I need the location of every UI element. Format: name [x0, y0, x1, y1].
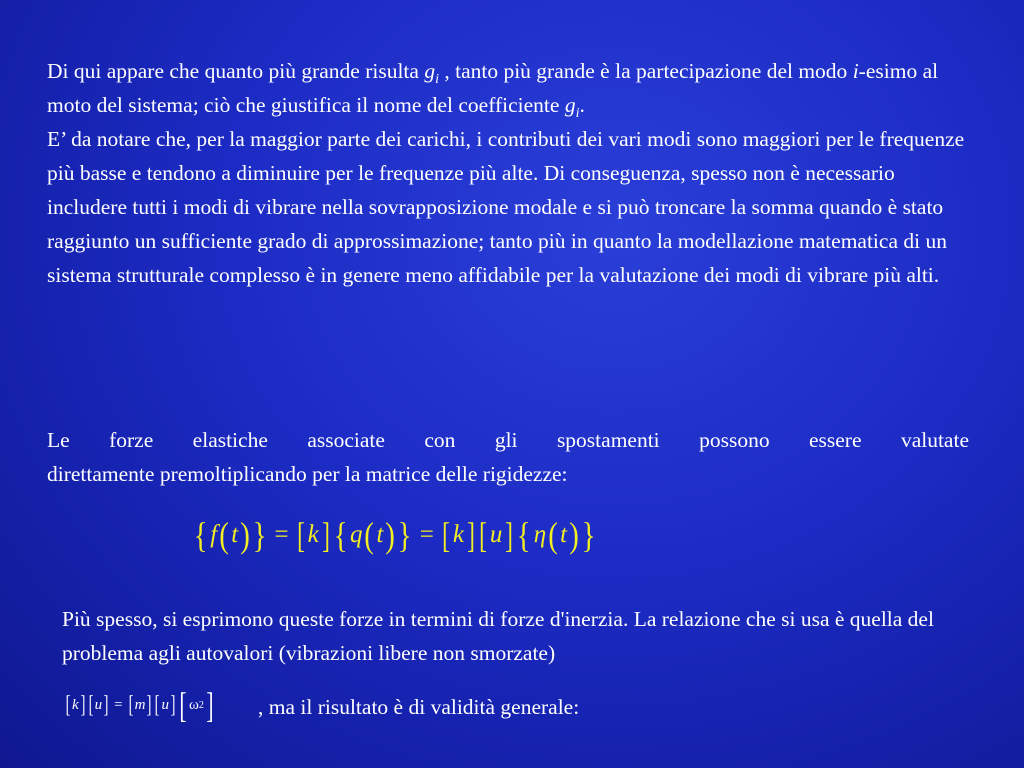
- paragraph-coefficient-meaning: Di qui appare che quanto più grande risulta $g_i$ , tanto più grande è la partecipazione del modo i-esimo al moto del sistema; ciò che giustifica il nome del coefficiente $g_i$. E’ da notare che, per la maggior parte dei carichi, i contributi dei vari modi sono maggiori per le frequenze più basse e tendono a diminuire per le frequenze più alte. Di conseguenza, spesso non è necessario includere tutti i modi di vibrare nella sovrapposizione modale e si può troncare la somma quando è stato raggiunto un sufficiente grado di approssimazione; tanto più in quanto la modellazione matematica di un sistema strutturale complesso è in genere meno affidabile per la valutazione dei modi di vibrare più alti.: [47, 59, 965, 287]
- i-subscript: i: [435, 72, 439, 87]
- closing-text: , ma il risultato è di validità generale:: [258, 695, 580, 719]
- i-symbol: i: [852, 59, 859, 83]
- g-symbol-2: g: [564, 93, 576, 117]
- equation-elastic-forces: { f ( t ) } = [ k ] { q ( t ) } = [ k ] [ u ] { η ( t ) }: [193, 515, 596, 555]
- i-subscript-2: i: [575, 106, 580, 121]
- paragraph-elastic-forces: Le forze elastiche associate con gli spostamenti possono essere valutate direttamente premoltiplicando per la matrice delle rigidezze:: [47, 428, 969, 486]
- paragraph-modal-truncation: E’ da notare che, per la maggior parte dei carichi, i contributi dei vari modi sono maggiori per le frequenze più basse e tendono a diminuire per le frequenze più alte. Di conseguenza, spesso non è necessario includere tutti i modi di vibrare nella sovrapposizione modale e si può troncare la somma quando è stato raggiunto un sufficiente grado di approssimazione; tanto più in quanto la modellazione matematica di un sistema strutturale complesso è in genere meno affidabile per la valutazione dei modi di vibrare più alti.: [47, 127, 965, 287]
- g-symbol: g: [424, 59, 436, 83]
- equation-eigenvalue: [ k ] [ u ] = [ m ] [ u ] [ ω 2 ]: [65, 685, 214, 725]
- paragraph-inertia-forces: Più spesso, si esprimono queste forze in termini di forze d'inerzia. La relazione che si usa è quella del problema agli autovalori (vibrazioni libere non smorzate): [62, 607, 934, 665]
